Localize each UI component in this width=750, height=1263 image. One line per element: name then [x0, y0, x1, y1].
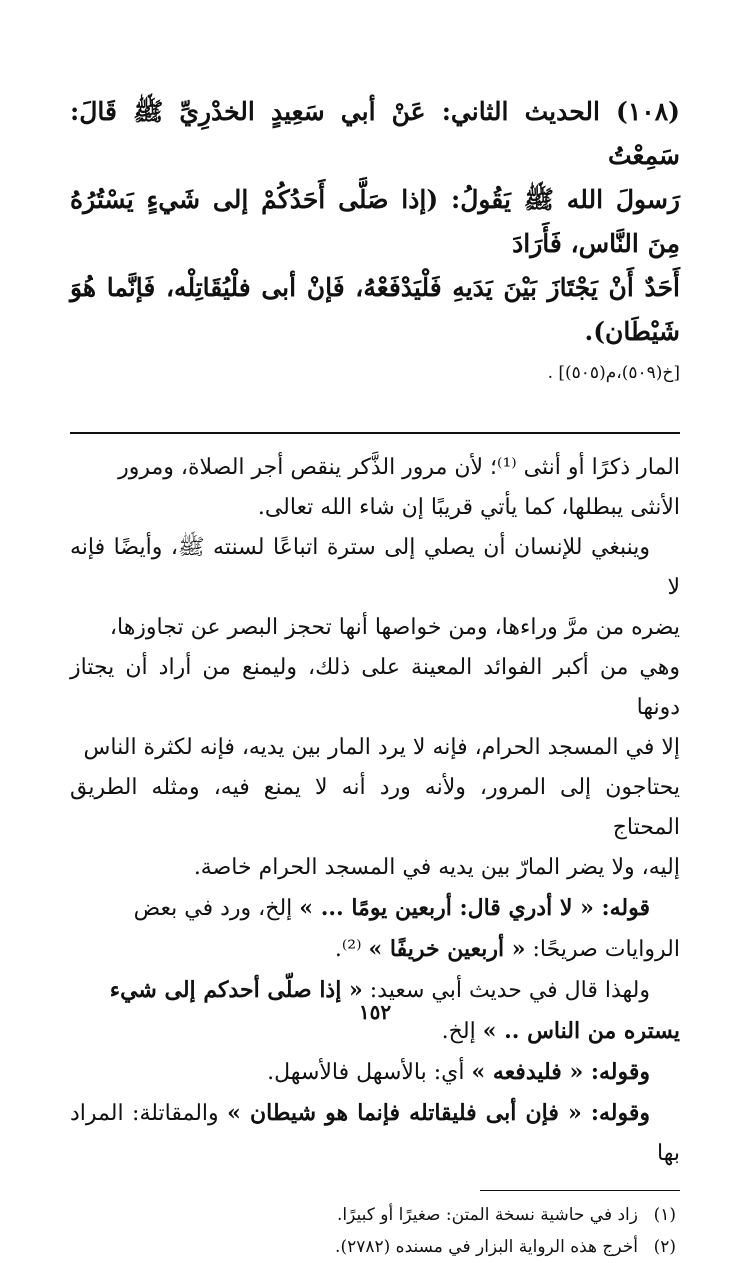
- commentary-line: المار ذكرًا أو أنثى ⁽¹⁾؛ لأن مرور الذَّكر ينقص أجر الصلاة، ومرور: [118, 455, 680, 480]
- quoted-text: « إذا صلّى أحدكم إلى شيء: [109, 977, 363, 1003]
- commentary-text: ولهذا قال في حديث أبي سعيد:: [362, 978, 650, 1003]
- commentary-line: [70, 1052, 680, 1093]
- commentary-text: الروايات صريحًا:: [525, 937, 680, 962]
- commentary-text: والمقاتلة: المراد بها: [70, 1101, 680, 1166]
- footnote-text: أخرج هذه الرواية البزار في مسنده (٢٧٨٢).: [335, 1237, 638, 1257]
- commentary-line: [70, 929, 680, 970]
- quoted-text: قوله: « لا أدري قال: أربعين يومًا ... »: [299, 895, 650, 921]
- quoted-text: يستره من الناس .. »: [482, 1018, 680, 1044]
- footnote-number: (١): [653, 1205, 676, 1225]
- commentary-line: [70, 888, 680, 929]
- footnote: [70, 1231, 680, 1263]
- footnote: [70, 1199, 680, 1231]
- commentary-block: [70, 448, 680, 1174]
- hadith-line: (١٠٨) الحديث الثاني: عَنْ أبي سَعِيدٍ الخدْرِيِّ ﷺ قَالَ: سَمِعْتُ: [70, 97, 680, 170]
- commentary-line: إلا في المسجد الحرام، فإنه لا يرد المار بين يديه، فإنه لكثرة الناس: [83, 735, 680, 760]
- hadith-reference: [خ(٥٠٩)،م(٥٠٥)] .: [547, 363, 680, 383]
- footnote-divider: [480, 1190, 680, 1191]
- commentary-line: وهي من أكبر الفوائد المعينة على ذلك، وليمنع من أراد أن يجتاز دونها: [70, 655, 680, 720]
- quoted-text: « أربعين خريفًا »: [368, 936, 526, 962]
- footnotes: [70, 1199, 680, 1263]
- commentary-text: إلخ، ورد في بعض: [133, 896, 300, 921]
- footnote-number: (٢): [653, 1237, 676, 1257]
- commentary-line: وينبغي للإنسان أن يصلي إلى سترة اتباعًا لسنته ﷺ، وأيضًا فإنه لا: [70, 535, 680, 600]
- commentary-line: يضره من مرَّ وراءها، ومن خواصها أنها تحجز البصر عن تجاوزها،: [109, 615, 680, 640]
- quoted-text: وقوله: « فليدفعه »: [471, 1059, 650, 1085]
- commentary-line: إليه، ولا يضر المارّ بين يديه في المسجد الحرام خاصة.: [193, 855, 680, 880]
- hadith-block: [70, 90, 680, 388]
- footnote-ref: ⁽²⁾.: [334, 937, 369, 962]
- commentary-text: إلخ.: [441, 1019, 483, 1044]
- section-divider: [70, 432, 680, 434]
- hadith-line: أَحَدٌ أَنْ يَجْتَازَ بَيْنَ يَدَيهِ فَلْيَدْفَعْهُ، فَإنْ أبى فلْيُقَاتِلْه، فَإنَّما هُوَ شَيْطَان).: [70, 273, 680, 346]
- commentary-line: الأنثى يبطلها، كما يأتي قريبًا إن شاء الله تعالى.: [257, 495, 680, 520]
- page-number: ١٥٢: [358, 1000, 392, 1024]
- hadith-line: رَسولَ الله ﷺ يَقُولُ: (إذا صَلَّى أَحَدُكُمْ إلى شَيءٍ يَسْتُرُهُ مِنَ النَّاس، فَأَرَادَ: [70, 185, 680, 258]
- commentary-line: [70, 1093, 680, 1174]
- commentary-line: يحتاجون إلى المرور، ولأنه ورد أنه لا يمنع فيه، ومثله الطريق المحتاج: [70, 775, 680, 840]
- quoted-text: وقوله: « فإن أبى فليقاتله فإنما هو شيطان »: [227, 1100, 651, 1126]
- footnote-text: زاد في حاشية نسخة المتن: صغيرًا أو كبيرًا.: [337, 1205, 638, 1225]
- commentary-text: أي: بالأسهل فالأسهل.: [267, 1060, 472, 1085]
